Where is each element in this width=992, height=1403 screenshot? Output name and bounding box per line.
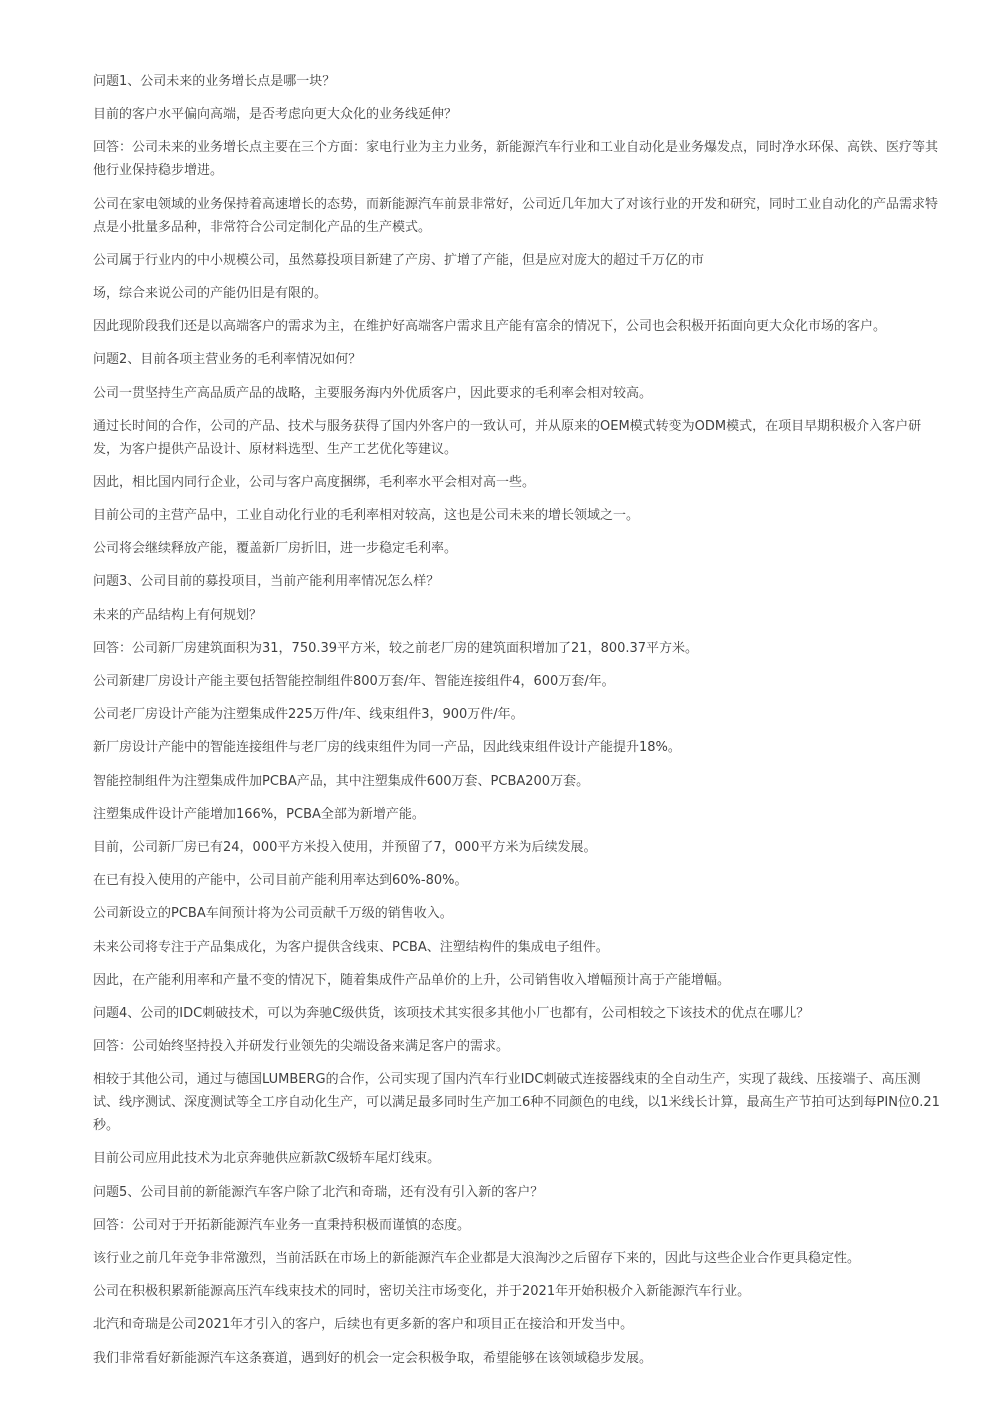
answer-paragraph: 在已有投入使用的产能中，公司目前产能利用率达到60%-80%。 (93, 873, 468, 889)
answer-paragraph: 公司新建厂房设计产能主要包括智能控制组件800万套/年、智能连接组件4，600万套/年。 (93, 674, 615, 689)
answer-paragraph: 公司一贯坚持生产高品质产品的战略，主要服务海内外优质客户，因此要求的毛利率会相对较高。 (93, 385, 653, 401)
answer-paragraph: 因此，相比国内同行企业，公司与客户高度捆绑，毛利率水平会相对高一些。 (93, 474, 536, 490)
answer-paragraph: 回答：公司新厂房建筑面积为31，750.39平方米，较之前老厂房的建筑面积增加了21，800.37平方米。 (93, 640, 699, 656)
answer-paragraph: 因此现阶段我们还是以高端客户的需求为主，在维护好高端客户需求且产能有富余的情况下，公司也会积极开拓面向更大众化市场的客户。 (93, 319, 887, 335)
answer-paragraph: 智能控制组件为注塑集成件加PCBA产品，其中注塑集成件600万套、PCBA200万套。 (93, 773, 590, 789)
question-2-title: 问题2、目前各项主营业务的毛利率情况如何？ (93, 352, 362, 368)
question-1-subtitle: 目前的客户水平偏向高端，是否考虑向更大众化的业务线延伸？ (93, 107, 458, 123)
answer-paragraph: 回答：公司始终坚持投入并研发行业领先的尖端设备来满足客户的需求。 (93, 1039, 510, 1055)
answer-paragraph: 我们非常看好新能源汽车这条赛道，遇到好的机会一定会积极争取，希望能够在该领域稳步发展。 (93, 1350, 653, 1366)
answer-paragraph: 场，综合来说公司的产能仍旧是有限的。 (93, 285, 328, 301)
answer-paragraph: 公司属于行业内的中小规模公司，虽然募投项目新建了产房、扩增了产能，但是应对庞大的超过千万亿的市 (93, 252, 705, 268)
question-1-title: 问题1、公司未来的业务增长点是哪一块？ (93, 74, 336, 89)
question-3-title: 问题3、公司目前的募投项目，当前产能利用率情况怎么样？ (93, 574, 440, 590)
answer-paragraph: 该行业之前几年竞争非常激烈，当前活跃在市场上的新能源汽车企业都是大浪淘沙之后留存下来的，因此与这些企业合作更具稳定性。 (93, 1251, 861, 1266)
answer-paragraph: 因此，在产能利用率和产量不变的情况下，随着集成件产品单价的上升，公司销售收入增幅预计高于产能增幅。 (93, 972, 731, 988)
answer-paragraph: 公司将会继续释放产能，覆盖新厂房折旧，进一步稳定毛利率。 (93, 541, 458, 557)
question-3-subtitle: 未来的产品结构上有何规划？ (93, 607, 263, 623)
answer-paragraph: 北汽和奇瑞是公司2021年才引入的客户，后续也有更多新的客户和项目正在接洽和开发当中。 (93, 1317, 634, 1333)
answer-paragraph: 目前，公司新厂房已有24，000平方米投入使用，并预留了7，000平方米为后续发展。 (93, 839, 597, 855)
question-4-title: 问题4、公司的IDC刺破技术，可以为奔驰C级供货，该项技术其实很多其他小厂也都有，公司相较之下该技术的优点在哪儿？ (93, 1005, 810, 1021)
answer-paragraph: 相较于其他公司，通过与德国LUMBERG的合作，公司实现了国内汽车行业IDC刺破式连接器线束的全自动生产，实现了裁线、压接端子、高压测试、线序测试、深度测试等全工序自动化生产，可以满足最多同时生产加工6种不同颜色的电线，以1米线长计算，最高生产节拍可达到每PIN位0.21秒。 (93, 1072, 940, 1134)
document-body (93, 70, 945, 1380)
answer-paragraph: 未来公司将专注于产品集成化，为客户提供含线束、PCBA、注塑结构件的集成电子组件。 (93, 939, 609, 955)
answer-paragraph: 目前公司应用此技术为北京奔驰供应新款C级轿车尾灯线束。 (93, 1151, 441, 1167)
question-5-title: 问题5、公司目前的新能源汽车客户除了北汽和奇瑞，还有没有引入新的客户？ (93, 1184, 544, 1200)
answer-paragraph: 回答：公司对于开拓新能源汽车业务一直秉持积极而谨慎的态度。 (93, 1217, 471, 1233)
answer-paragraph: 公司新设立的PCBA车间预计将为公司贡献千万级的销售收入。 (93, 906, 453, 922)
answer-paragraph: 公司在积极积累新能源高压汽车线束技术的同时，密切关注市场变化，并于2021年开始积极介入新能源汽车行业。 (93, 1284, 751, 1300)
answer-paragraph: 新厂房设计产能中的智能连接组件与老厂房的线束组件为同一产品，因此线束组件设计产能提升18%。 (93, 740, 681, 756)
answer-paragraph: 回答：公司未来的业务增长点主要在三个方面：家电行业为主力业务，新能源汽车行业和工业自动化是业务爆发点，同时净水环保、高铁、医疗等其他行业保持稳步增进。 (93, 140, 939, 179)
answer-paragraph: 通过长时间的合作，公司的产品、技术与服务获得了国内外客户的一致认可，并从原来的OEM模式转变为ODM模式，在项目早期积极介入客户研发，为客户提供产品设计、原材料选型、生产工艺优化等建议。 (93, 418, 922, 457)
answer-paragraph: 注塑集成件设计产能增加166%，PCBA全部为新增产能。 (93, 806, 425, 822)
answer-paragraph: 公司老厂房设计产能为注塑集成件225万件/年、线束组件3，900万件/年。 (93, 707, 524, 723)
answer-paragraph: 公司在家电领域的业务保持着高速增长的态势，而新能源汽车前景非常好，公司近几年加大了对该行业的开发和研究，同时工业自动化的产品需求特点是小批量多品种，非常符合公司定制化产品的生产模式。 (93, 196, 939, 235)
answer-paragraph: 目前公司的主营产品中，工业自动化行业的毛利率相对较高，这也是公司未来的增长领域之一。 (93, 508, 640, 524)
